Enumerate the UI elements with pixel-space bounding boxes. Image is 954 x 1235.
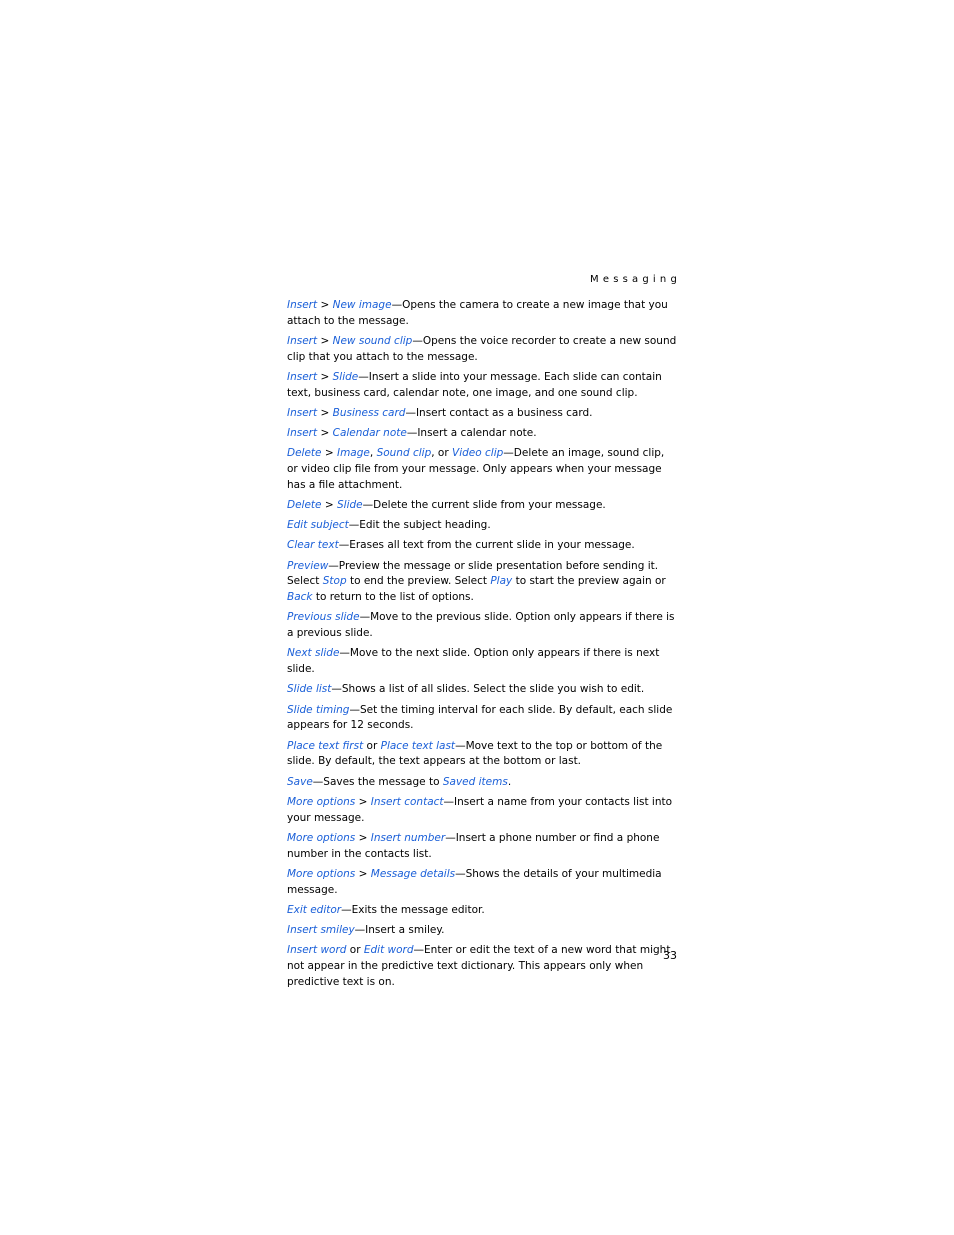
option-entry	[287, 298, 677, 330]
option-description: —Insert contact as a business card.	[405, 406, 593, 419]
menu-option-link: Calendar note	[332, 427, 407, 440]
menu-option-link: Stop	[322, 575, 347, 588]
menu-option-link: Save	[287, 775, 313, 788]
option-description: >	[317, 427, 333, 440]
option-entry	[287, 446, 677, 493]
menu-option-link: Place text last	[380, 739, 456, 752]
option-description: —Saves the message to	[312, 775, 443, 788]
option-description: >	[317, 299, 333, 311]
option-description: —Opens the camera to create a new image that you attach to the message.	[287, 299, 668, 327]
option-description: —Preview the message or slide presentation before sending it. Select	[287, 559, 659, 588]
menu-option-link: Exit editor	[287, 903, 342, 916]
option-description: >	[355, 867, 371, 880]
option-description: —Set the timing interval for each slide. By default, each slide appears for 12 seconds.	[287, 703, 673, 732]
menu-option-link: More options	[287, 831, 356, 844]
option-description: —Enter or edit the text of a new word that might not appear in the predictive text dictionary. This appears only when predictive text is on.	[287, 944, 671, 988]
option-entry	[287, 903, 677, 919]
option-entry	[287, 923, 677, 939]
option-description: —Opens the voice recorder to create a new sound clip that you attach to the message.	[287, 334, 677, 363]
option-entry	[287, 538, 677, 554]
menu-option-link: Insert word	[287, 944, 347, 957]
option-entry	[287, 831, 677, 863]
menu-option-link: Slide	[336, 499, 363, 512]
option-entry	[287, 370, 677, 402]
option-description: to end the preview. Select	[346, 575, 491, 588]
option-description: —Insert a calendar note.	[406, 427, 537, 440]
option-description: —Edit the subject heading.	[348, 519, 491, 532]
menu-option-link: Image	[336, 447, 370, 460]
menu-option-link: Play	[490, 575, 513, 588]
menu-option-link: Next slide	[287, 647, 340, 660]
option-description: —Insert a phone number or find a phone number in the contacts list.	[287, 831, 660, 860]
option-description: , or	[431, 447, 453, 460]
menu-option-link: Message details	[370, 867, 456, 880]
option-description: or	[346, 944, 364, 957]
menu-option-link: Clear text	[287, 539, 339, 552]
menu-option-link: Insert	[287, 427, 318, 440]
option-description: >	[355, 795, 371, 808]
option-description: >	[321, 447, 337, 460]
option-entry	[287, 867, 677, 899]
menu-option-link: More options	[287, 795, 356, 808]
option-description: .	[507, 775, 512, 788]
menu-option-link: Insert	[287, 406, 318, 419]
option-description: —Move to the next slide. Option only appears if there is next slide.	[287, 647, 660, 676]
option-entry	[287, 498, 677, 514]
menu-option-link: Delete	[287, 447, 322, 460]
menu-option-link: Back	[287, 591, 313, 604]
option-entry	[287, 559, 677, 606]
option-description: —Insert a name from your contacts list into your message.	[287, 795, 673, 824]
menu-option-link: Place text first	[287, 739, 364, 752]
option-entry	[287, 682, 677, 698]
option-entry	[287, 739, 677, 771]
menu-option-link: Insert number	[370, 831, 446, 844]
option-description: —Erases all text from the current slide in your message.	[338, 539, 635, 552]
option-entry	[287, 795, 677, 827]
menu-option-link: Delete	[287, 499, 322, 512]
option-entry	[287, 646, 677, 678]
menu-option-link: Business card	[332, 406, 406, 419]
option-description: —Delete the current slide from your message.	[362, 499, 606, 512]
menu-option-link: Edit word	[363, 944, 414, 957]
option-description: or	[363, 739, 381, 752]
option-entry	[287, 406, 677, 422]
option-description: >	[321, 499, 337, 512]
menu-option-link: Edit subject	[287, 519, 349, 532]
option-entry	[287, 518, 677, 534]
menu-option-link: Saved items	[442, 775, 508, 788]
menu-option-link: New sound clip	[332, 334, 413, 347]
option-description: —Move text to the top or bottom of the slide. By default, the text appears at the bottom or last.	[287, 739, 663, 768]
menu-option-link: Slide	[332, 370, 359, 383]
menu-option-link: Previous slide	[287, 611, 360, 624]
option-entry	[287, 610, 677, 642]
option-description: —Move to the previous slide. Option only appears if there is a previous slide.	[287, 611, 675, 640]
option-entry	[287, 426, 677, 442]
option-description: >	[317, 370, 333, 383]
menu-option-link: Preview	[287, 559, 329, 572]
menu-option-link: New image	[332, 299, 392, 311]
menu-option-link: Insert contact	[370, 795, 444, 808]
option-description: >	[317, 334, 333, 347]
option-description: —Insert a slide into your message. Each slide can contain text, business card, calendar note, one image, and one sound clip.	[287, 370, 662, 399]
menu-option-link: Slide timing	[287, 703, 350, 716]
menu-option-link: Sound clip	[376, 447, 432, 460]
manual-page	[287, 270, 681, 995]
option-description: —Delete an image, sound clip, or video clip file from your message. Only appears when your message has a file attachment.	[287, 447, 665, 491]
option-description: —Shows the details of your multimedia message.	[287, 867, 662, 896]
option-description: >	[317, 406, 333, 419]
menu-option-link: Insert	[287, 334, 318, 347]
menu-option-link: Slide list	[287, 683, 332, 696]
option-description: —Insert a smiley.	[354, 923, 445, 936]
option-description: —Shows a list of all slides. Select the slide you wish to edit.	[331, 683, 645, 696]
option-description: ,	[369, 447, 377, 460]
option-entry	[287, 775, 677, 791]
option-entry	[287, 334, 677, 366]
menu-option-link: Insert	[287, 299, 318, 311]
menu-option-link: More options	[287, 867, 356, 880]
option-description: to return to the list of options.	[312, 591, 474, 604]
page-number: 33	[663, 949, 677, 962]
option-entry	[287, 703, 677, 735]
menu-option-link: Video clip	[452, 447, 504, 460]
section-header: Messaging	[590, 274, 681, 285]
option-description: >	[355, 831, 371, 844]
menu-option-link: Insert	[287, 370, 318, 383]
option-description: —Exits the message editor.	[341, 903, 485, 916]
option-list	[287, 298, 677, 990]
option-description: to start the preview again or	[512, 575, 666, 588]
menu-option-link: Insert smiley	[287, 923, 355, 936]
